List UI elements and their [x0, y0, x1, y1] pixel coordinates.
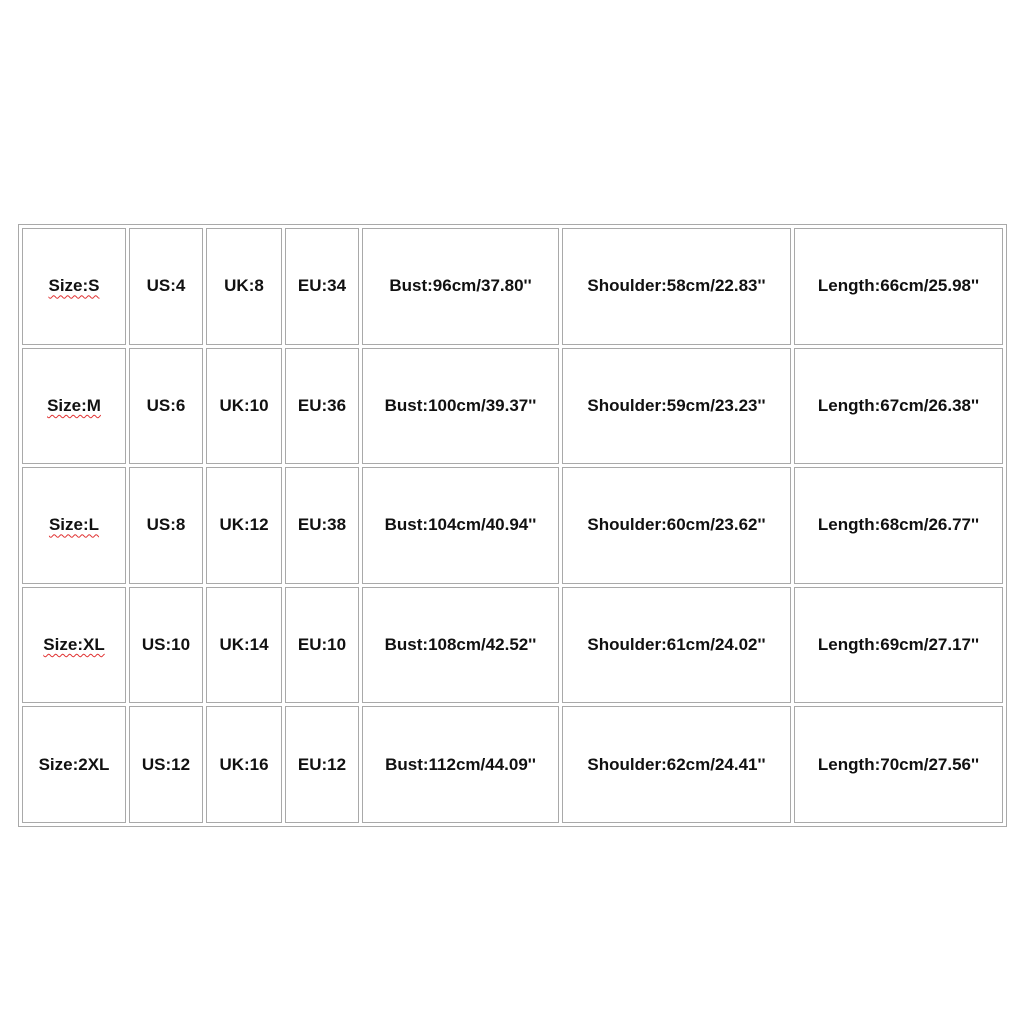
uk-size-cell: UK:12	[206, 467, 282, 584]
eu-size-cell: EU:36	[285, 348, 359, 465]
size-chart-table	[18, 224, 1007, 827]
size-cell	[22, 706, 126, 823]
length-cell: Length:66cm/25.98''	[794, 228, 1003, 345]
size-label: Size:2XL	[38, 754, 110, 774]
shoulder-cell: Shoulder:62cm/24.41''	[562, 706, 791, 823]
bust-cell: Bust:96cm/37.80''	[362, 228, 559, 345]
us-size-cell: US:8	[129, 467, 203, 584]
bust-cell: Bust:104cm/40.94''	[362, 467, 559, 584]
length-cell: Length:68cm/26.77''	[794, 467, 1003, 584]
size-cell	[22, 467, 126, 584]
bust-cell: Bust:100cm/39.37''	[362, 348, 559, 465]
table-row	[22, 348, 1003, 465]
eu-size-cell: EU:10	[285, 587, 359, 704]
us-size-cell: US:6	[129, 348, 203, 465]
uk-size-cell: UK:10	[206, 348, 282, 465]
bust-cell: Bust:112cm/44.09''	[362, 706, 559, 823]
size-chart-body	[22, 228, 1003, 823]
shoulder-cell: Shoulder:61cm/24.02''	[562, 587, 791, 704]
table-row	[22, 467, 1003, 584]
table-row	[22, 228, 1003, 345]
size-label: Size:S	[48, 276, 100, 296]
shoulder-cell: Shoulder:58cm/22.83''	[562, 228, 791, 345]
size-cell	[22, 348, 126, 465]
us-size-cell: US:12	[129, 706, 203, 823]
uk-size-cell: UK:16	[206, 706, 282, 823]
uk-size-cell: UK:8	[206, 228, 282, 345]
length-cell: Length:69cm/27.17''	[794, 587, 1003, 704]
size-cell	[22, 228, 126, 345]
eu-size-cell: EU:12	[285, 706, 359, 823]
us-size-cell: US:10	[129, 587, 203, 704]
table-row	[22, 706, 1003, 823]
length-cell: Length:67cm/26.38''	[794, 348, 1003, 465]
bust-cell: Bust:108cm/42.52''	[362, 587, 559, 704]
size-label: Size:XL	[43, 635, 105, 655]
size-cell	[22, 587, 126, 704]
length-cell: Length:70cm/27.56''	[794, 706, 1003, 823]
table-row	[22, 587, 1003, 704]
eu-size-cell: EU:34	[285, 228, 359, 345]
us-size-cell: US:4	[129, 228, 203, 345]
size-label: Size:M	[47, 395, 101, 415]
shoulder-cell: Shoulder:59cm/23.23''	[562, 348, 791, 465]
eu-size-cell: EU:38	[285, 467, 359, 584]
shoulder-cell: Shoulder:60cm/23.62''	[562, 467, 791, 584]
uk-size-cell: UK:14	[206, 587, 282, 704]
size-label: Size:L	[48, 515, 100, 535]
